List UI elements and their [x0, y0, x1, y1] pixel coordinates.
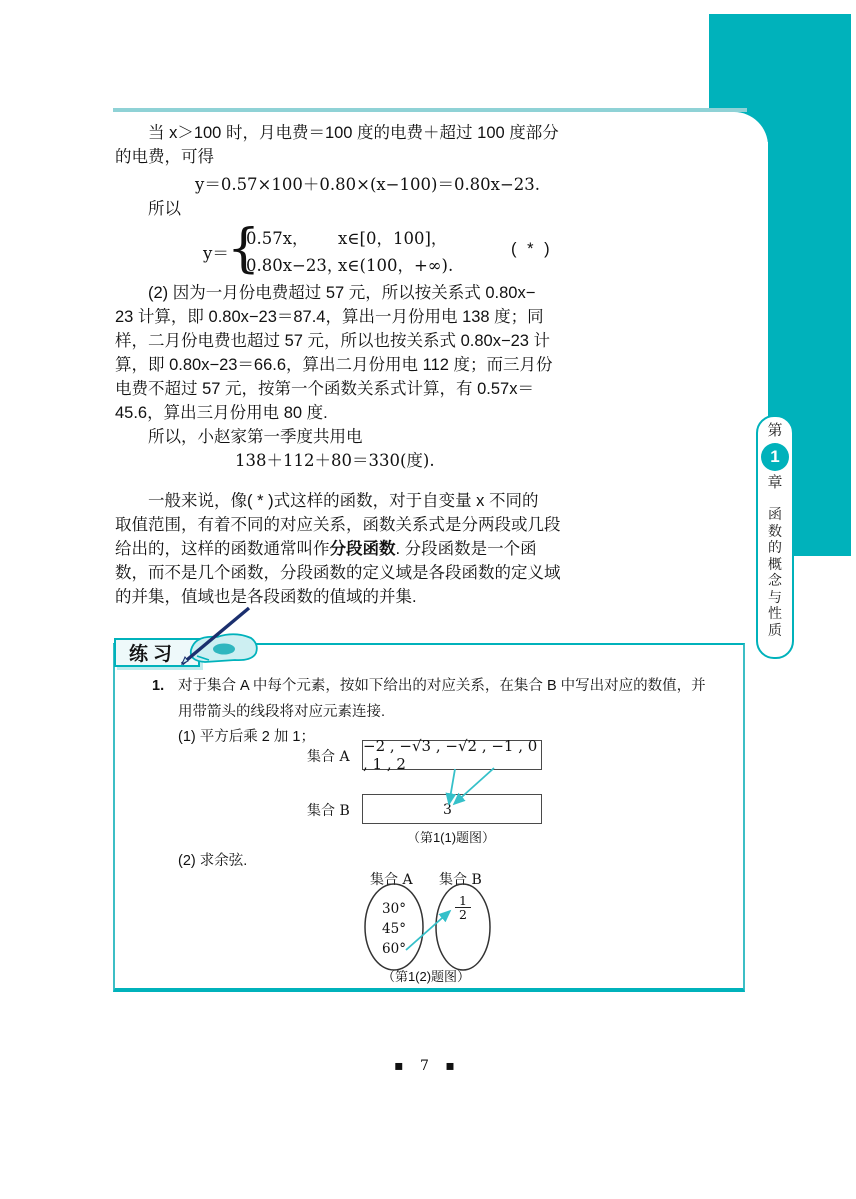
item-sub1: (1) 平方后乘 2 加 1； [178, 729, 315, 745]
set-b-label: 集合 B [307, 803, 350, 819]
chapter-title: 函数的概念与性质 [768, 506, 782, 638]
body-line: (2) 因为一月份电费超过 57 元，所以按关系式 0.80x− [148, 284, 536, 302]
body-line: 算，即 0.80x−23＝66.6，算出二月份用电 112 度；而三月份 [115, 356, 553, 374]
body-line: 的并集，值域也是各段函数的值域的并集. [115, 588, 417, 606]
chapter-prefix: 第 [767, 422, 783, 439]
term-piecewise-function: 分段函数 [329, 540, 396, 558]
set-b-fraction [455, 894, 471, 921]
page-number: ▪ 7 ▪ [394, 1058, 461, 1074]
set-b-value: 3 [443, 802, 452, 818]
item-line: 对于集合 A 中每个元素，按如下给出的对应关系，在集合 B 中写出对应的数值，并 [178, 678, 706, 694]
formula-monthly-fee: y＝0.57×100＋0.80×(x−100)＝0.80x−23. [195, 175, 541, 194]
chapter-tab [756, 415, 794, 659]
mapping-arrows-1 [362, 740, 540, 830]
chapter-suffix: 章 [767, 474, 783, 491]
chapter-number-badge: 1 [761, 443, 789, 471]
exercise-header-label: 练习 [129, 644, 178, 665]
set-a-label: 集合 A [307, 749, 350, 765]
pen-hand-icon [175, 604, 265, 670]
body-line: 一般来说，像( * )式这样的函数，对于自变量 x 不同的 [148, 492, 539, 510]
left-brace: { [227, 219, 261, 279]
set-a-label-2: 集合 A [370, 872, 413, 888]
body-line: 数，而不是几个函数，分段函数的定义域是各段函数的定义域 [115, 564, 561, 582]
body-line: 所以 [148, 200, 181, 218]
formula-total: 138＋112＋80＝330(度). [235, 451, 435, 470]
body-line: 给出的，这样的函数通常叫作分段函数. 分段函数是一个函 [115, 540, 537, 558]
body-line: 45.6，算出三月份用电 80 度. [115, 404, 328, 422]
piecewise-row-2: 0.80x−23， x∈(100，+∞). [246, 256, 454, 275]
diagram2-caption: （第1(2)题图） [381, 969, 471, 984]
body-line: 的电费，可得 [115, 148, 214, 166]
fraction-numerator: 1 [459, 893, 467, 908]
body-line: 取值范围，有着不同的对应关系，函数关系式是分两段或几段 [115, 516, 561, 534]
piecewise-lhs: y＝ [203, 244, 229, 263]
item-number: 1. [152, 678, 165, 694]
body-line: 电费不超过 57 元，按第一个函数关系式计算，有 0.57x＝ [115, 380, 534, 398]
set-b-label-2: 集合 B [439, 872, 482, 888]
header-rule [113, 108, 747, 112]
body-line: 样，二月份电费也超过 57 元，所以也按关系式 0.80x−23 计 [115, 332, 551, 350]
piecewise-row-1: 0.57x， x∈[0，100]， [246, 229, 448, 248]
piecewise-function [115, 219, 675, 281]
item-sub2: (2) 求余弦. [178, 853, 248, 869]
definition-paragraph [115, 489, 675, 609]
fraction-denominator: 2 [455, 907, 471, 921]
body-line: 23 计算，即 0.80x−23＝87.4，算出一月份用电 138 度；同 [115, 308, 544, 326]
main-text [115, 121, 675, 609]
set-a-box: −2 , −√3 , −√2 , −1 , 0 , 1 , 2 [362, 740, 542, 770]
item-line: 用带箭头的线段将对应元素连接. [178, 704, 386, 720]
set-a-angles: 30° 45° 60° [382, 901, 406, 957]
body-line: 当 x＞100 时，月电费＝100 度的电费＋超过 100 度部分 [148, 124, 559, 142]
equation-star-tag: ( * ) [511, 240, 553, 258]
body-line: 所以，小赵家第一季度共用电 [148, 428, 363, 446]
diagram1-caption: （第1(1)题图） [406, 830, 496, 845]
